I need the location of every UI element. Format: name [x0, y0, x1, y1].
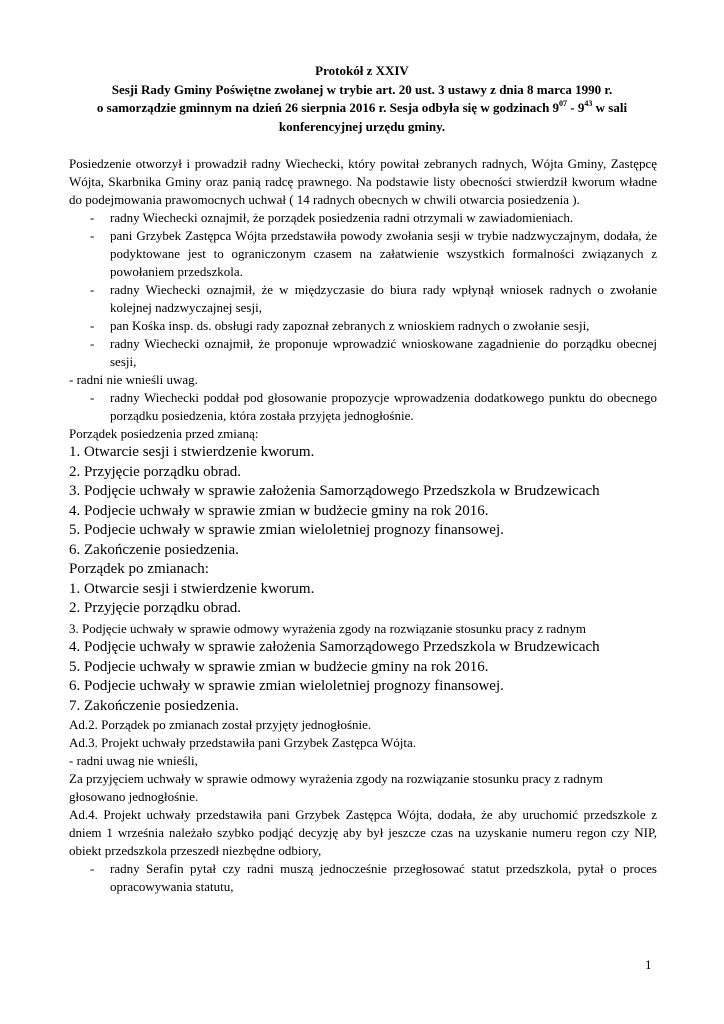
- ad4-paragraph: Ad.4. Projekt uchwały przedstawiła pani Grzybek Zastępca Wójta, dodała, że aby uruchomić przedszkole z dniem 1 września należało szybko podjąć decyzję aby był jeszcze czas na uzyskanie numeru regon czy NIP, obiekt przedszkola przeszedł niezbędne odbiory,: [69, 807, 657, 858]
- agenda-item: 7. Zakończenie posiedzenia.: [69, 697, 239, 714]
- ad3-vote: Za przyjęciem uchwały w sprawie odmowy wyrażenia zgody na rozwiązanie stosunku pracy z radnym głosowano jednogłośnie.: [69, 771, 603, 804]
- agenda-item: 3. Podjęcie uchwały w sprawie założenia Samorządowego Przedszkola w Brudzewicach: [69, 483, 600, 499]
- agenda-item: 3. Podjęcie uchwały w sprawie odmowy wyrażenia zgody na rozwiązanie stosunku pracy z radnym: [69, 620, 586, 636]
- protocol-header: [60, 62, 664, 136]
- ad3-remarks: - radni uwag nie wnieśli,: [69, 753, 198, 768]
- ad2-paragraph: Ad.2. Porządek po zmianach został przyjęty jednogłośnie.: [69, 717, 372, 732]
- agenda-after-title: Porządek po zmianach:: [69, 561, 209, 577]
- agenda-item: 1. Otwarcie sesji i stwierdzenie kworum.: [69, 444, 315, 460]
- agenda-item: 2. Przyjęcie porządku obrad.: [69, 600, 242, 616]
- list-item: - pani Grzybek Zastępca Wójta przedstawiła powody zwołania sesji w trybie nadzwyczajnym, dodała, że podyktowane jest to ograniczonym czasem na załatwienie wszystkich formalności związanych z powołaniem przedszkola.: [90, 228, 657, 279]
- no-remarks-line: - radni nie wnieśli uwag.: [69, 372, 198, 387]
- agenda-item: 6. Zakończenie posiedzenia.: [69, 541, 239, 558]
- agenda-item: 4. Podjęcie uchwały w sprawie założenia Samorządowego Przedszkola w Brudzewicach: [69, 639, 600, 655]
- agenda-item: 1. Otwarcie sesji i stwierdzenie kworum.: [69, 580, 315, 597]
- protocol-title: Protokół z XXIV: [315, 63, 409, 78]
- intro-paragraph: Posiedzenie otworzył i prowadził radny Wiechecki, który powitał zebranych radnych, Wójta Gminy, Zastępcę Wójta, Skarbnika Gminy oraz panią radcę prawnego. Na podstawie listy obecności stwierdził kworum władne do podejmowania prawomocnych uchwał ( 14 radnych obecnych w chwili otwarcia posiedzenia ).: [69, 156, 657, 207]
- protocol-body: [69, 155, 657, 896]
- agenda-before-title: Porządek posiedzenia przed zmianą:: [69, 426, 259, 441]
- agenda-item: 2. Przyjęcie porządku obrad.: [69, 463, 242, 480]
- list-item: - radny Serafin pytał czy radni muszą jednocześnie przegłosować statut przedszkola, pytał o proces opracowywania statutu,: [90, 861, 657, 894]
- list-item: - radny Wiechecki oznajmił, że proponuje wprowadzić wnioskowane zagadnienie do porządku obecnej sesji,: [90, 336, 657, 369]
- agenda-after-list: [69, 580, 657, 717]
- list-item: - radny Wiechecki oznajmił, że w międzyczasie do biura rady wpłynął wniosek radnych o zwołanie kolejnej nadzwyczajnej sesji,: [90, 282, 657, 315]
- session-location: konferencyjnej urzędu gminy.: [278, 118, 446, 134]
- agenda-item: 5. Podjecie uchwały w sprawie zmian wieloletniej prognozy finansowej.: [69, 522, 504, 538]
- ad3-paragraph: Ad.3. Projekt uchwały przedstawiła pani Grzybek Zastępca Wójta.: [69, 735, 417, 750]
- list-item: - radny Wiechecki oznajmił, że porządek posiedzenia radni otrzymali w zawiadomieniach.: [90, 210, 574, 225]
- list-item: - radny Wiechecki poddał pod głosowanie propozycje wprowadzenia dodatkowego punktu do obecnego porządku posiedzenia, która została przyjęta jednogłośnie.: [90, 390, 657, 423]
- agenda-item: 4. Podjecie uchwały w sprawie zmian w budżecie gminy na rok 2016.: [69, 502, 489, 519]
- page-number: 1: [645, 957, 652, 972]
- session-date-time: o samorządzie gminnym na dzień 26 sierpnia 2016 r. Sesja odbyła się w godzinach $9^{07} - 9^{43}$ w sali: [96, 99, 628, 115]
- list-item: - pan Kośka insp. ds. obsługi rady zapoznał zebranych z wnioskiem radnych o zwołanie sesji,: [90, 318, 590, 333]
- agenda-item: 6. Podjecie uchwały w sprawie zmian wieloletniej prognozy finansowej.: [69, 678, 504, 694]
- session-description: Sesji Rady Gminy Poświętne zwołanej w trybie art. 20 ust. 3 ustawy z dnia 8 marca 1990 r.: [111, 81, 613, 97]
- agenda-item: 5. Podjecie uchwały w sprawie zmian w budżecie gminy na rok 2016.: [69, 658, 489, 675]
- agenda-before-list: [69, 443, 657, 560]
